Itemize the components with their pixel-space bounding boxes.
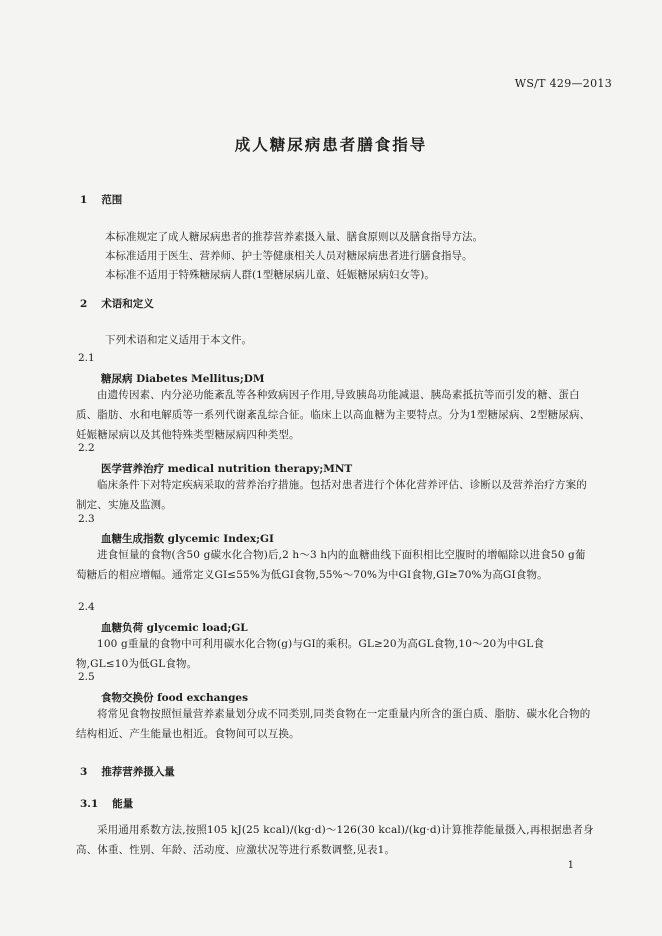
section-2-heading [80, 296, 154, 311]
section-1-heading [80, 192, 122, 207]
section-3-1-title: 能量 [112, 798, 134, 810]
section-3-1-number: 3.1 [80, 798, 99, 810]
term-2-1-definition: 由遗传因素、内分泌功能紊乱等各种致病因子作用,导致胰岛功能减退、胰岛素抵抗等而引发的糖、蛋白质、脂肪、水和电解质等一系列代谢紊乱综合征。临床上以高血糖为主要特点。分为1型糖尿病、2型糖尿病、妊娠糖尿病以及其他特殊类型糖尿病四种类型。 [76, 389, 591, 441]
term-2-3-number: 2.3 [78, 513, 95, 525]
section-1-title: 范围 [101, 194, 123, 206]
terms-intro: 下列术语和定义适用于本文件。 [105, 334, 252, 346]
section-1-number: 1 [80, 194, 88, 206]
term-2-2-definition: 临床条件下对特定疾病采取的营养治疗措施。包括对患者进行个体化营养评估、诊断以及营养治疗方案的制定、实施及监测。 [76, 479, 587, 511]
section-2-number: 2 [80, 298, 88, 310]
term-2-1-number: 2.1 [78, 352, 95, 364]
section-3-1-text: 采用通用系数方法,按照105 kJ(25 kcal)/(kg·d)～126(30 kcal)/(kg·d)计算推荐能量摄入,再根据患者身高、体重、性别、年龄、活动度、应激状况等进行系数调整,见表1。 [76, 824, 594, 856]
standard-number: WS/T 429—2013 [514, 77, 612, 90]
scope-line-3: 本标准不适用于特殊糖尿病人群(1型糖尿病儿童、妊娠糖尿病妇女等)。 [105, 269, 435, 281]
term-2-5-name: 食物交换份 food exchanges [101, 692, 249, 704]
term-2-4-definition: 100 g重量的食物中可利用碳水化合物(g)与GI的乘积。GL≥20为高GL食物,10～20为中GL食物,GL≤10为低GL食物。 [76, 638, 544, 670]
term-2-3-name: 血糖生成指数 glycemic Index;GI [101, 533, 274, 545]
term-2-5-definition: 将常见食物按照恒量营养素量划分成不同类别,同类食物在一定重量内所含的蛋白质、脂肪、碳水化合物的结构相近、产生能量也相近。食物间可以互换。 [76, 708, 591, 740]
term-2-4-name: 血糖负荷 glycemic load;GL [101, 622, 248, 634]
section-3-1-heading [80, 796, 133, 811]
scope-line-1: 本标准规定了成人糖尿病患者的推荐营养素摄入量、膳食原则以及膳食指导方法。 [105, 231, 483, 243]
section-2-title: 术语和定义 [101, 298, 154, 310]
term-2-2-name: 医学营养治疗 medical nutrition therapy;MNT [101, 463, 353, 475]
term-2-4-number: 2.4 [78, 601, 95, 613]
document-title: 成人糖尿病患者膳食指导 [234, 135, 428, 154]
term-2-3-definition: 进食恒量的食物(含50 g碳水化合物)后,2 h～3 h内的血糖曲线下面积相比空腹时的增幅除以进食50 g葡萄糖后的相应增幅。通常定义GI≤55%为低GI食物,55%～70%为中GI食物,GI≥70%为高GI食物。 [76, 549, 586, 581]
section-3-heading [80, 764, 175, 779]
section-3-title: 推荐营养摄入量 [101, 766, 175, 778]
term-2-5-number: 2.5 [78, 671, 95, 683]
term-2-1-name: 糖尿病 Diabetes Mellitus;DM [101, 373, 265, 385]
section-3-number: 3 [80, 766, 88, 778]
page-number: 1 [567, 860, 574, 871]
scope-line-2: 本标准适用于医生、营养师、护士等健康相关人员对糖尿病患者进行膳食指导。 [105, 250, 473, 262]
term-2-2-number: 2.2 [78, 442, 95, 454]
